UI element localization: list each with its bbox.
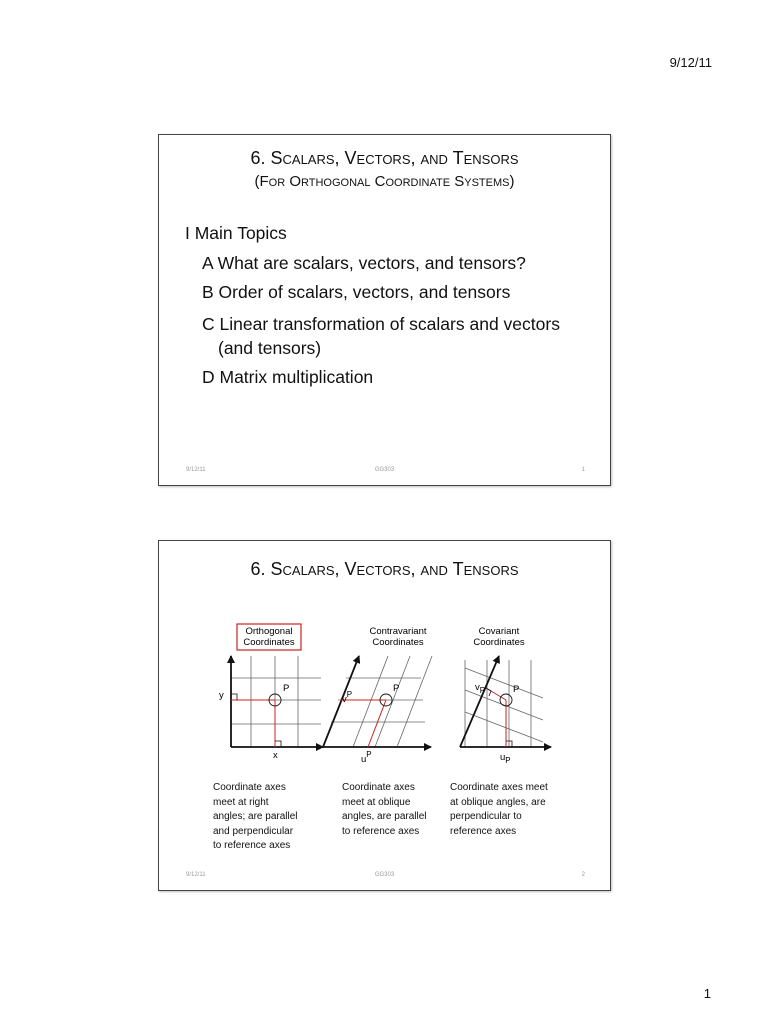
orthogonal-panel bbox=[219, 624, 323, 761]
covariant-point-label: P bbox=[513, 684, 520, 695]
footer-slide-number: 2 bbox=[581, 872, 585, 878]
contravariant-v-label bbox=[342, 690, 352, 705]
footer-slide-number: 1 bbox=[581, 467, 585, 473]
covariant-heading-line-1: Covariant bbox=[478, 626, 520, 637]
covariant-u-letter: u bbox=[500, 752, 506, 763]
slide-1-subtitle: (For Orthogonal Coordinate Systems) bbox=[254, 173, 515, 190]
contravariant-point-label: P bbox=[393, 683, 400, 694]
caption-line: reference axes bbox=[450, 825, 517, 837]
slide-2-title bbox=[159, 559, 610, 580]
caption-line: meet at right bbox=[213, 796, 269, 808]
slide-2 bbox=[158, 540, 611, 891]
slide-1-title-number: 6. bbox=[250, 148, 266, 168]
topic-d: D Matrix multiplication bbox=[202, 367, 374, 387]
slide-2-title-text: Scalars, Vectors, and Tensors bbox=[270, 559, 519, 579]
topic-c-continued: (and tensors) bbox=[218, 338, 322, 358]
topic-a: A What are scalars, vectors, and tensors? bbox=[202, 253, 526, 273]
contravariant-v-superscript: P bbox=[346, 690, 353, 699]
footer-date: 9/12/11 bbox=[186, 467, 206, 473]
caption-line: to reference axes bbox=[213, 840, 291, 851]
covariant-grid bbox=[465, 660, 543, 747]
contravariant-panel bbox=[323, 626, 432, 765]
orthogonal-heading-line-1: Orthogonal bbox=[245, 626, 293, 637]
caption-line: meet at oblique bbox=[342, 796, 411, 808]
contravariant-v-letter: v bbox=[342, 694, 347, 705]
covariant-v-subscript: P bbox=[479, 686, 486, 695]
page-number: 1 bbox=[703, 986, 711, 1001]
caption-line: Coordinate axes bbox=[342, 782, 415, 793]
contravariant-u-superscript: P bbox=[366, 750, 372, 759]
footer-date: 9/12/11 bbox=[186, 872, 206, 878]
contravariant-heading-line-2: Coordinates bbox=[372, 637, 424, 648]
covariant-panel bbox=[460, 626, 551, 765]
topic-main: I Main Topics bbox=[185, 223, 287, 243]
covariant-v-label bbox=[475, 682, 485, 695]
contravariant-heading-line-1: Contravariant bbox=[369, 626, 427, 637]
caption-line: Coordinate axes meet bbox=[450, 782, 548, 793]
contravariant-caption bbox=[342, 781, 452, 839]
caption-line: and perpendicular bbox=[213, 825, 294, 837]
orthogonal-grid bbox=[231, 656, 321, 747]
orthogonal-point-label: P bbox=[283, 683, 290, 694]
covariant-caption bbox=[450, 781, 570, 839]
orthogonal-caption bbox=[213, 781, 323, 854]
caption-line: angles, are parallel bbox=[342, 811, 427, 822]
slide-1 bbox=[158, 134, 611, 486]
slide-2-footer bbox=[159, 872, 610, 882]
caption-line: perpendicular to bbox=[450, 811, 522, 822]
caption-line: at oblique angles, are bbox=[450, 796, 546, 808]
orthogonal-y-label: y bbox=[219, 690, 224, 701]
page-date: 9/12/11 bbox=[669, 55, 712, 70]
slide-1-footer bbox=[159, 467, 610, 477]
orthogonal-x-label: x bbox=[273, 750, 278, 761]
contravariant-u-letter: u bbox=[361, 754, 367, 765]
orthogonal-heading-line-2: Coordinates bbox=[243, 637, 295, 648]
slide-1-title-text: Scalars, Vectors, and Tensors bbox=[270, 148, 519, 168]
contravariant-v-axis bbox=[323, 656, 359, 747]
footer-course: GG303 bbox=[374, 872, 395, 878]
x-right-angle-mark bbox=[275, 741, 281, 747]
caption-line: angles; are parallel bbox=[213, 811, 298, 822]
slide-1-title bbox=[159, 148, 610, 169]
contravariant-u-projection bbox=[368, 700, 386, 747]
slide-2-title-number: 6. bbox=[250, 559, 266, 579]
covariant-v-axis bbox=[460, 656, 499, 747]
covariant-u-label bbox=[500, 752, 511, 765]
topic-b: B Order of scalars, vectors, and tensors bbox=[202, 282, 511, 302]
caption-line: Coordinate axes bbox=[213, 782, 286, 793]
covariant-u-subscript: P bbox=[505, 756, 511, 765]
topic-c: C Linear transformation of scalars and vectors bbox=[202, 314, 560, 334]
coordinate-systems-diagram bbox=[203, 616, 563, 776]
footer-course: GG303 bbox=[374, 467, 395, 473]
covariant-heading-line-2: Coordinates bbox=[473, 637, 525, 648]
covariant-v-letter: v bbox=[475, 682, 480, 693]
contravariant-u-label bbox=[361, 750, 372, 765]
caption-line: to reference axes bbox=[342, 825, 420, 837]
